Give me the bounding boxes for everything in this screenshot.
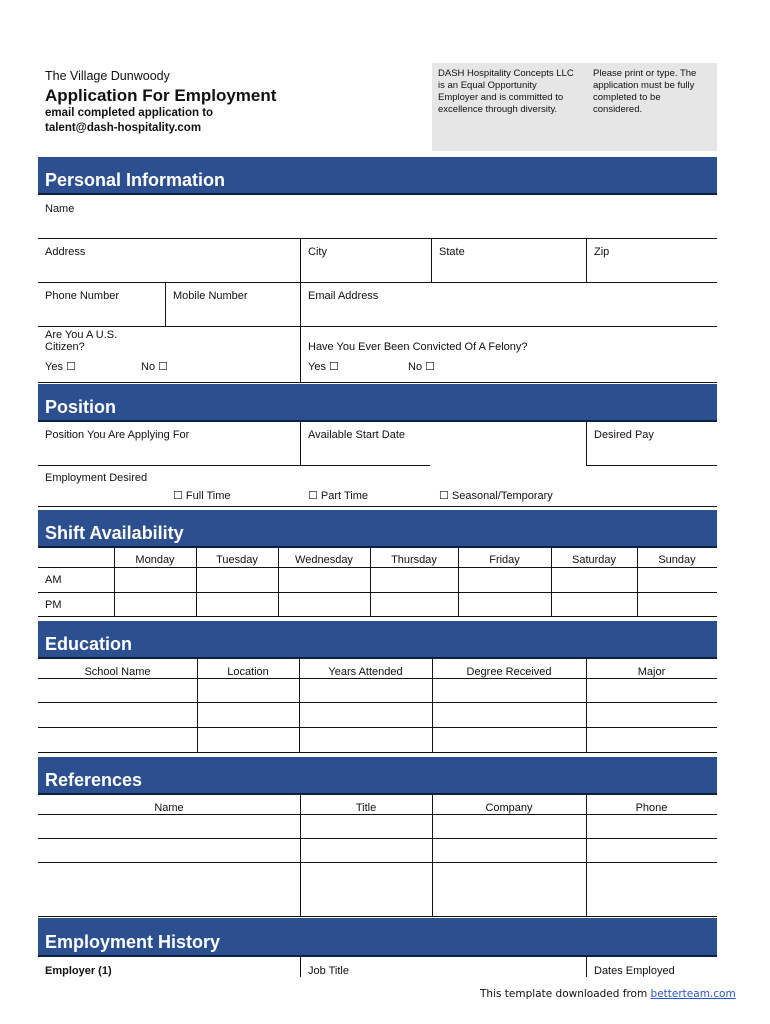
divider: [38, 382, 717, 383]
felony-yes-checkbox[interactable]: Yes ☐: [308, 361, 339, 373]
employer-label: Employer (1): [45, 965, 112, 977]
divider: [586, 957, 587, 977]
phone-label: Phone Number: [45, 290, 119, 302]
day-wednesday: Wednesday: [295, 554, 353, 566]
education-row[interactable]: [38, 702, 717, 703]
email-address: talent@dash-hospitality.com: [45, 122, 202, 134]
print-instructions: Please print or type. The application must be fully completed to be considered.: [593, 68, 697, 115]
position-section-header: [38, 384, 717, 422]
divider: [197, 659, 198, 752]
shift-heading: Shift Availability: [45, 523, 184, 543]
betterteam-link[interactable]: betterteam.com: [650, 988, 736, 1000]
divider: [38, 506, 717, 507]
email-line-1: email completed application to: [45, 107, 214, 119]
employment-section-header: [38, 918, 717, 957]
desired-pay-label: Desired Pay: [594, 429, 654, 441]
divider: [637, 548, 638, 616]
pm-row[interactable]: [38, 616, 717, 617]
citizen-yes-checkbox[interactable]: Yes ☐: [45, 361, 76, 373]
col-major: Major: [637, 666, 666, 678]
col-ref-company: Company: [485, 802, 533, 814]
divider: [432, 659, 433, 752]
references-heading: References: [45, 770, 143, 790]
col-school-name: School Name: [84, 666, 151, 678]
pay-field[interactable]: [586, 465, 717, 466]
divider: [586, 795, 587, 916]
references-section-header: [38, 757, 717, 795]
divider: [300, 795, 301, 916]
education-row[interactable]: [38, 678, 717, 679]
start-date-label: Available Start Date: [308, 429, 406, 441]
position-field[interactable]: [38, 465, 430, 466]
form-title: Application For Employment: [45, 86, 277, 105]
personal-heading: Personal Information: [45, 170, 226, 190]
felony-question: Have You Ever Been Convicted Of A Felony?: [308, 341, 528, 353]
part-time-checkbox[interactable]: ☐ Part Time: [308, 490, 368, 502]
divider: [196, 548, 197, 616]
day-thursday: Thursday: [391, 554, 437, 566]
divider: [300, 326, 301, 382]
col-degree-received: Degree Received: [466, 666, 552, 678]
name-field[interactable]: [38, 238, 717, 239]
divider: [299, 659, 300, 752]
mobile-label: Mobile Number: [173, 290, 248, 302]
employment-desired-label: Employment Desired: [45, 472, 148, 484]
col-ref-name: Name: [154, 802, 184, 814]
citizen-question-2: Citizen?: [45, 341, 85, 353]
name-label: Name: [45, 203, 75, 215]
col-ref-title: Title: [355, 802, 377, 814]
divider: [432, 795, 433, 916]
email-instructions: [45, 106, 295, 136]
divider: [370, 548, 371, 616]
divider: [586, 238, 587, 282]
day-sunday: Sunday: [658, 554, 696, 566]
reference-row[interactable]: [38, 916, 717, 917]
col-ref-phone: Phone: [635, 802, 668, 814]
shift-section-header: [38, 510, 717, 548]
footer: [480, 988, 736, 1000]
state-label: State: [439, 246, 465, 258]
day-friday: Friday: [489, 554, 520, 566]
day-monday: Monday: [135, 554, 175, 566]
job-title-label: Job Title: [308, 965, 349, 977]
divider: [458, 548, 459, 616]
divider: [278, 548, 279, 616]
address-label: Address: [45, 246, 86, 258]
citizen-no-checkbox[interactable]: No ☐: [141, 361, 168, 373]
footer-text: This template downloaded from: [480, 988, 648, 1000]
divider: [38, 567, 717, 568]
divider: [300, 421, 301, 465]
address-field[interactable]: [38, 282, 717, 283]
pm-label: PM: [45, 599, 62, 611]
dates-employed-label: Dates Employed: [594, 965, 675, 977]
city-label: City: [308, 246, 327, 258]
email-label: Email Address: [308, 290, 379, 302]
seasonal-checkbox[interactable]: ☐ Seasonal/Temporary: [439, 490, 553, 502]
am-row[interactable]: [38, 592, 717, 593]
reference-row[interactable]: [38, 862, 717, 863]
education-row[interactable]: [38, 752, 717, 753]
day-saturday: Saturday: [571, 554, 617, 566]
zip-label: Zip: [594, 246, 610, 258]
am-label: AM: [45, 574, 62, 586]
divider: [586, 421, 587, 465]
divider: [165, 282, 166, 326]
reference-row[interactable]: [38, 838, 717, 839]
col-location: Location: [227, 666, 269, 678]
company-name: The Village Dunwoody: [45, 69, 170, 83]
divider: [551, 548, 552, 616]
phone-field[interactable]: [38, 326, 717, 327]
divider: [114, 548, 115, 616]
day-tuesday: Tuesday: [216, 554, 258, 566]
col-years-attended: Years Attended: [328, 666, 403, 678]
felony-no-checkbox[interactable]: No ☐: [408, 361, 435, 373]
full-time-checkbox[interactable]: ☐ Full Time: [173, 490, 231, 502]
citizen-question-1: Are You A U.S.: [45, 329, 118, 341]
divider: [300, 957, 301, 977]
eeo-statement: DASH Hospitality Concepts LLC is an Equal Opportunity Employer and is committed to excellence through diversity.: [438, 68, 574, 115]
employment-heading: Employment History: [45, 932, 221, 952]
education-row[interactable]: [38, 727, 717, 728]
position-heading: Position: [45, 397, 116, 417]
personal-section-header: [38, 157, 717, 195]
position-applying-label: Position You Are Applying For: [45, 429, 190, 441]
divider: [586, 659, 587, 752]
divider: [300, 282, 301, 326]
education-heading: Education: [45, 634, 133, 654]
education-section-header: [38, 621, 717, 659]
divider: [431, 238, 432, 282]
divider: [300, 238, 301, 282]
reference-row[interactable]: [38, 814, 717, 815]
